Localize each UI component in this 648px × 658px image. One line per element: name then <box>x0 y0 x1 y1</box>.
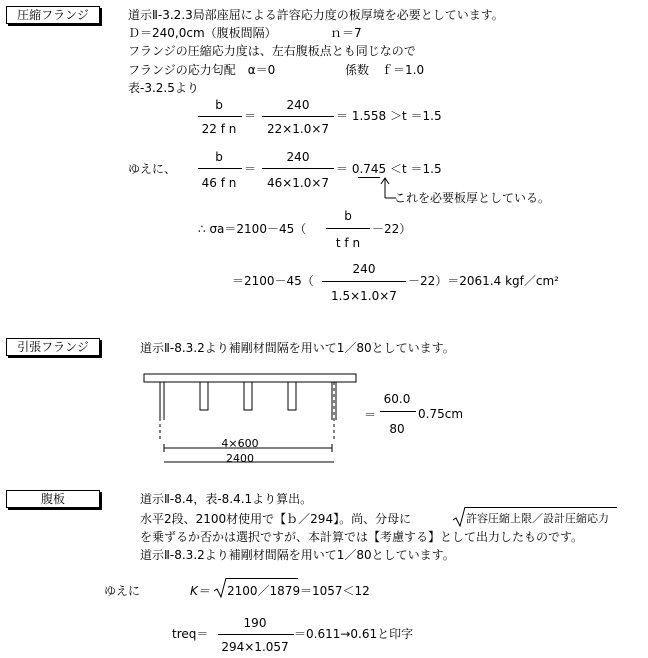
equals-sign: ＝ <box>244 162 257 176</box>
formula-lead: ＝2100－45（ <box>232 274 314 288</box>
fraction-bar <box>198 116 242 117</box>
clause-text: 道示Ⅱ-8.3.2より補剛材間隔を用いて1／80としています。 <box>140 341 455 355</box>
therefore-text: ゆえに <box>104 584 141 598</box>
radical-content: 許容圧縮上限／設計圧縮応力 <box>466 512 609 525</box>
clause-text: 道示Ⅱ-3.2.3局部座屈による許容応力度の板厚境を必要としています。 <box>128 8 504 22</box>
fraction-numerator: b <box>215 150 223 164</box>
dimension-label: 2400 <box>226 452 254 465</box>
fraction-numerator: b <box>215 98 223 112</box>
fraction-denominator: 46×1.0×7 <box>266 176 330 190</box>
formula-tail: －22） <box>372 222 412 236</box>
clause-text: 道示Ⅱ-8.3.2より補剛材間隔を用いて1／80としています。 <box>140 548 455 562</box>
fraction-numerator: b <box>344 209 352 223</box>
section-label-web: 腹板 <box>6 490 100 508</box>
radical-sign <box>213 577 227 599</box>
annotation-note: これを必要板厚としている。 <box>394 191 551 205</box>
formula-tail: ＝0.611→0.61と印字 <box>294 627 414 641</box>
fraction-bar <box>322 281 406 282</box>
result-text: ＝ 0.745 ＜t ＝1.5 <box>336 162 442 176</box>
result-text: 0.75cm <box>418 407 464 421</box>
fraction-numerator: 240 <box>286 150 310 164</box>
fraction-bar <box>326 228 370 229</box>
fraction-numerator: 190 <box>243 616 267 630</box>
web-spacing-text: Ｄ＝240,0cm（腹板間隔） <box>128 26 277 40</box>
fraction-bar <box>198 168 242 169</box>
formula-tail: ＝1057＜12 <box>300 584 370 598</box>
section-label-compression-flange: 圧縮フランジ <box>6 6 100 24</box>
formula-lead: treq＝ <box>172 627 209 641</box>
coefficient-text: 係数 ｆ＝1.0 <box>345 63 425 77</box>
flange-stress-text: フランジの圧縮応力度は、左右腹板点とも同じなので <box>128 44 416 58</box>
section-label-tension-flange: 引張フランジ <box>6 338 100 356</box>
web-condition-text: 水平2段、2100材使用で【ｂ／294】。尚、分母に <box>140 512 412 526</box>
radical-bar <box>465 507 617 508</box>
fraction-denominator: t f n <box>335 236 361 250</box>
clause-text: 道示Ⅱ-8.4，表-8.4.1より算出。 <box>140 492 313 506</box>
n-value-text: ｎ＝7 <box>330 26 362 40</box>
fraction-numerator: 240 <box>286 98 310 112</box>
fraction-bar <box>380 411 416 412</box>
equals-sign: ＝ <box>244 109 257 123</box>
fraction-denominator: 1.5×1.0×7 <box>331 289 397 303</box>
fraction-bar <box>262 168 334 169</box>
stress-gradient-text: フランジの応力匂配 α＝0 <box>128 63 276 77</box>
fraction-bar <box>262 116 334 117</box>
fraction-denominator: 22 f n <box>201 122 237 136</box>
fraction-bar <box>218 634 294 635</box>
fraction-denominator: 22×1.0×7 <box>266 122 330 136</box>
therefore-text: ゆえに、 <box>128 162 177 176</box>
radical-content: 2100／1879 <box>227 584 301 598</box>
fraction-numerator: 240 <box>352 262 376 276</box>
result-text: ＝ 1.558 ＞t ＝1.5 <box>336 109 442 123</box>
fraction-denominator: 46 f n <box>201 176 237 190</box>
formula-lead: ∴ σa＝2100－45（ <box>198 222 307 236</box>
fraction-denominator: 80 <box>389 422 405 436</box>
radical-bar <box>226 578 298 579</box>
dimension-label: 4×600 <box>221 437 259 450</box>
radical-sign <box>452 506 466 528</box>
fraction-denominator: 294×1.057 <box>221 640 289 654</box>
table-ref-text: 表-3.2.5より <box>128 81 199 95</box>
formula-tail: －22）＝2061.4 kgf／cm² <box>408 274 559 288</box>
fraction-numerator: 60.0 <box>383 392 411 406</box>
formula-lead: K＝ <box>190 584 210 598</box>
equals-sign: ＝ <box>364 408 377 422</box>
option-note-text: を乗ずるか否かは選択ですが、本計算では【考慮する】として出力したものです。 <box>140 530 584 544</box>
